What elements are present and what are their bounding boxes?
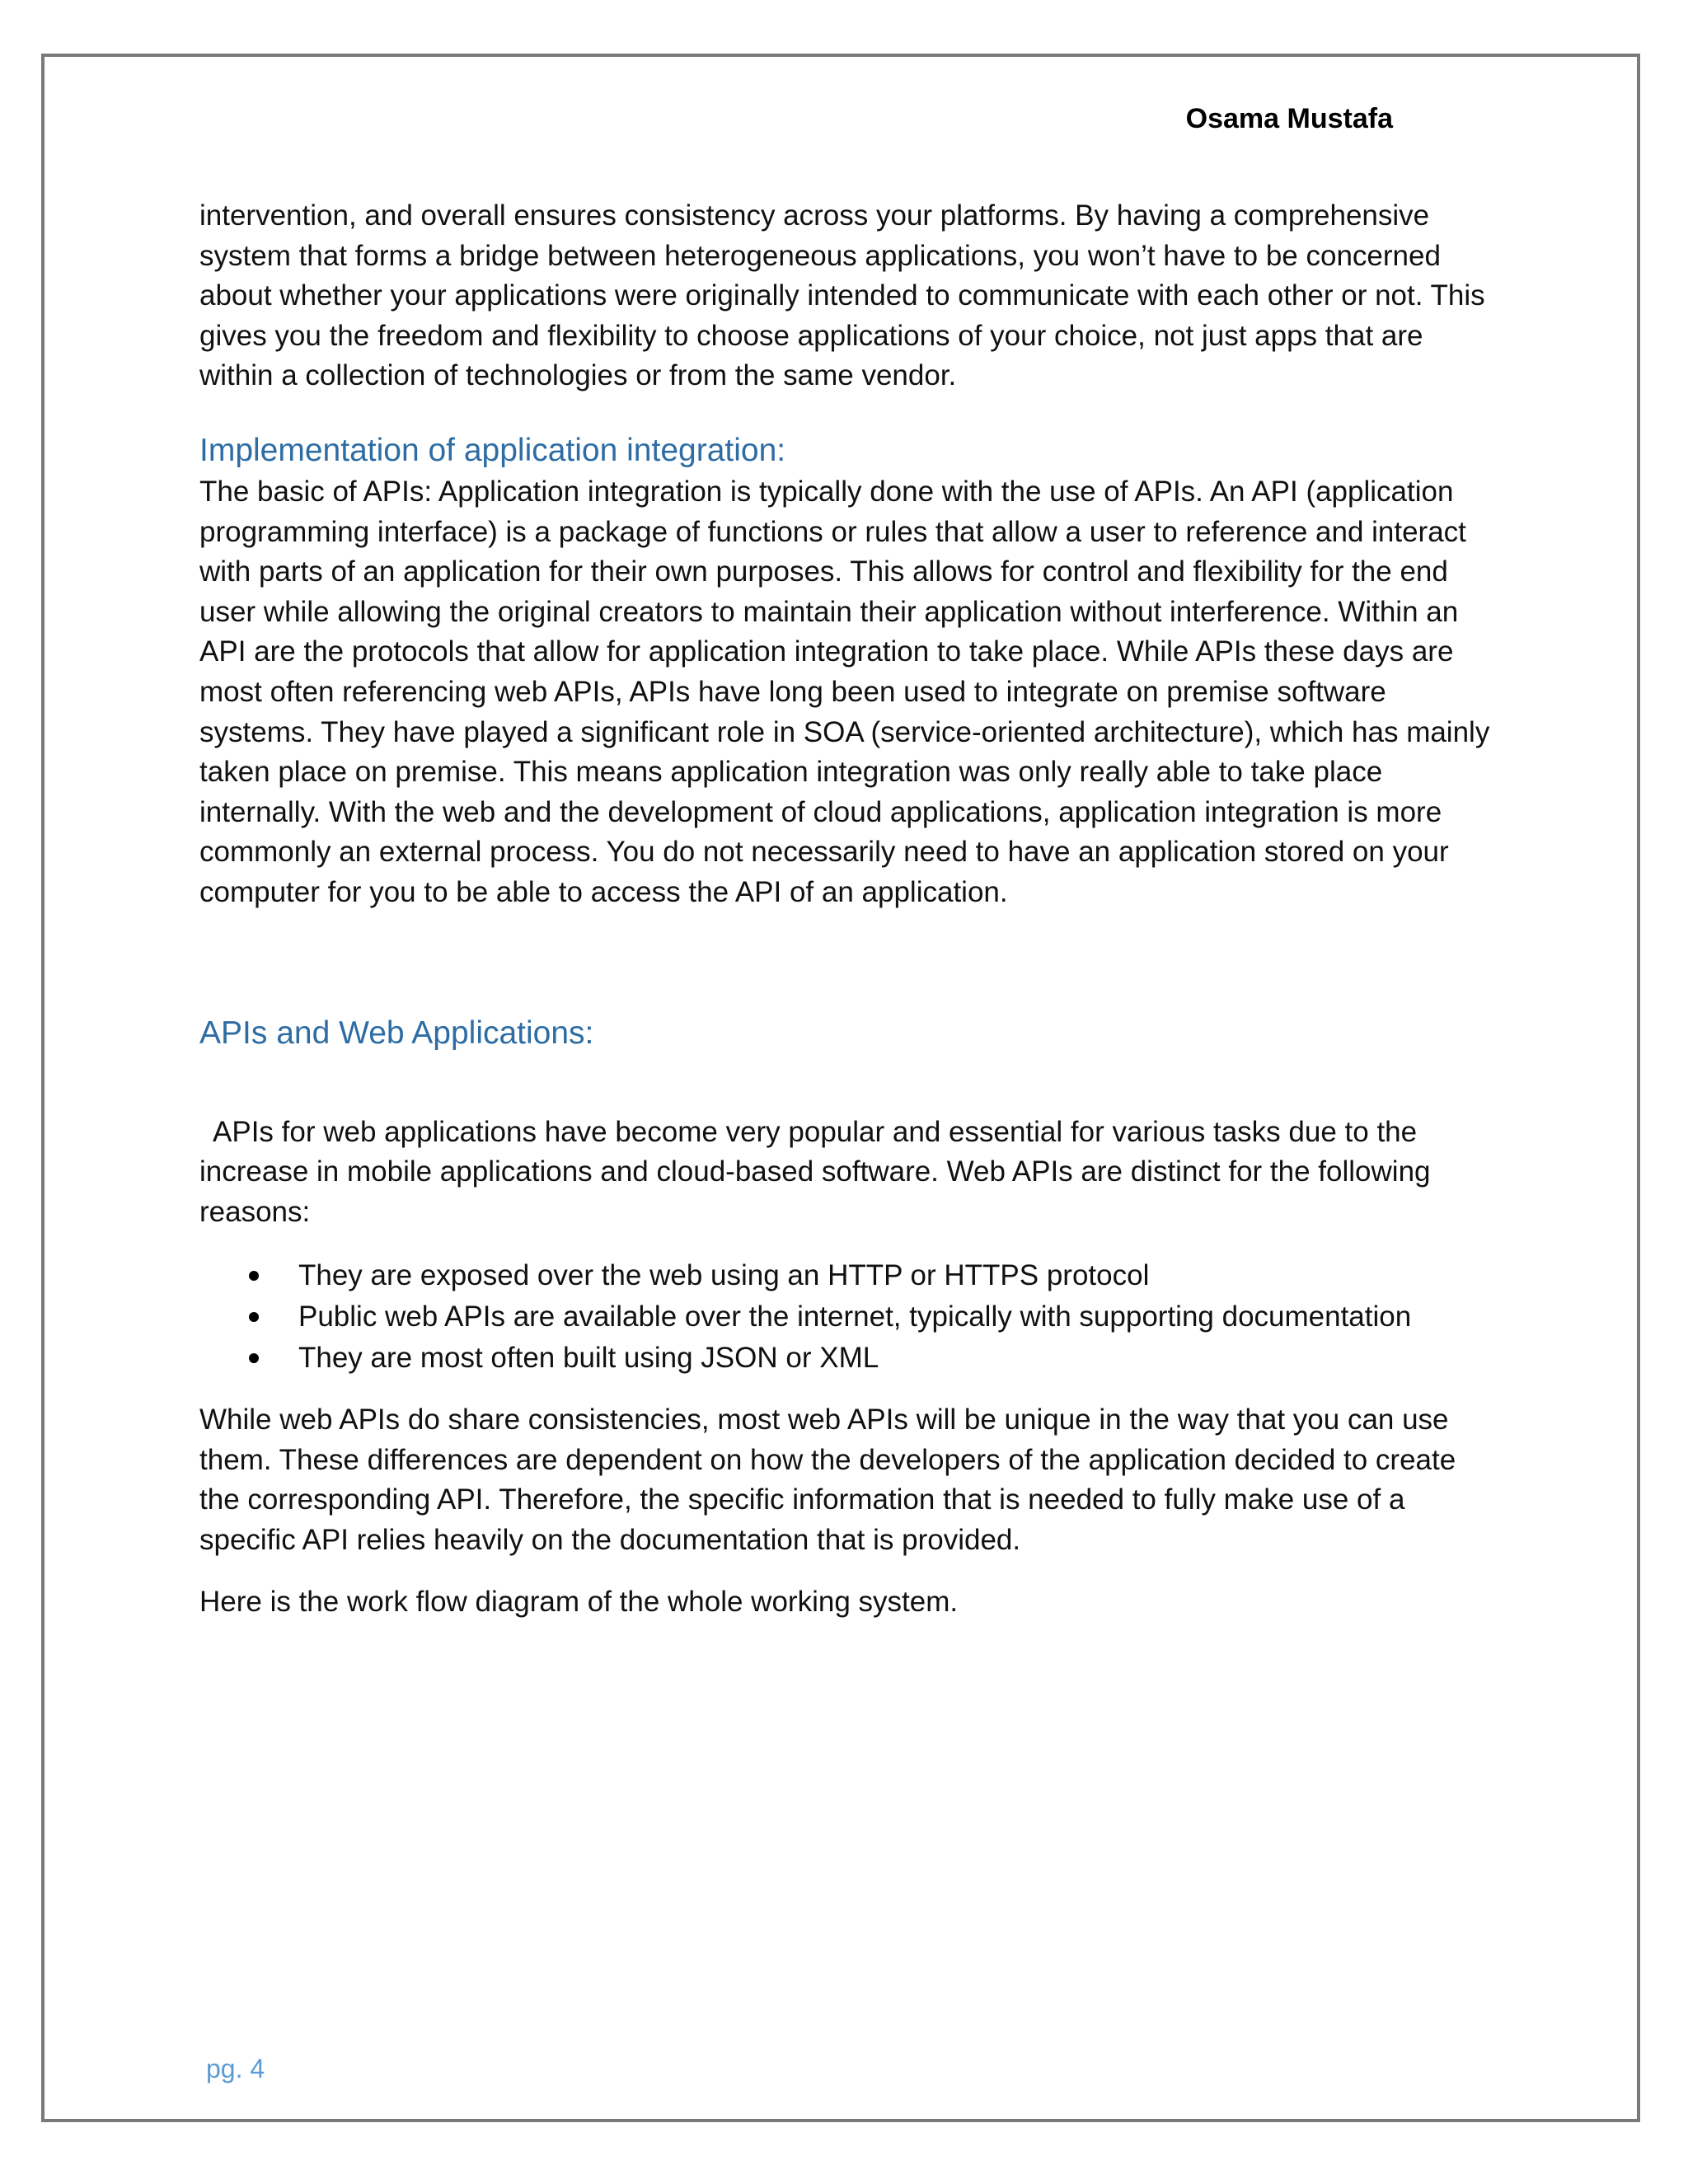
implementation-paragraph: The basic of APIs: Application integration is typically done with the use of APIs. An API (application programming interface) is a package of functions or rules that allow a user to reference and interact with parts of an application for their own purposes. This allows for control and flexibility for the end user while allowing the original creators to maintain their application without interference. Within an API are the protocols that allow for application integration to take place. While APIs these days are most often referencing web APIs, APIs have long been used to integrate on premise software systems. They have played a significant role in SOA (service-oriented architecture), which has mainly taken place on premise. This means application integration was only really able to take place internally. With the web and the development of cloud applications, application integration is more commonly an external process. You do not necessarily need to have an application stored on your computer for you to be able to access the API of an application. [199,475,1490,908]
list-item [249,1296,1502,1338]
list-item-text: Public web APIs are available over the internet, typically with supporting documentation [298,1301,1412,1333]
list-item-text: They are most often built using JSON or XML [298,1342,879,1375]
list-item [249,1338,1502,1379]
bullet-icon [249,1353,259,1363]
web-apis-paragraph: APIs for web applications have become very popular and essential for various tasks due to the increase in mobile applications and cloud-based software. Web APIs are distinct for the following reasons: [199,1115,1431,1228]
list-item [249,1255,1502,1296]
bullet-icon [249,1312,259,1322]
workflow-paragraph: Here is the work flow diagram of the whole working system. [199,1585,959,1618]
section-heading-web-apis: APIs and Web Applications: [199,1015,594,1051]
author-name: Osama Mustafa [1185,103,1393,134]
page-number: pg. 4 [206,2054,265,2083]
bullet-list [199,1255,1502,1379]
bullet-icon [249,1271,259,1281]
list-item-text: They are exposed over the web using an HTTP or HTTPS protocol [298,1259,1150,1292]
document-body [199,196,1502,1622]
consistency-paragraph: While web APIs do share consistencies, most web APIs will be unique in the way that you can use them. These differences are dependent on how the developers of the application decided to create the corresponding API. Therefore, the specific information that is needed to fully make use of a specific API relies heavily on the documentation that is provided. [199,1404,1456,1557]
section-heading-implementation: Implementation of application integration: [199,432,786,468]
intro-paragraph: intervention, and overall ensures consistency across your platforms. By having a comprehensive system that forms a bridge between heterogeneous applications, you won’t have to be concerned about whether your applications were originally intended to communicate with each other or not. This gives you the freedom and flexibility to choose applications of your choice, not just apps that are within a collection of technologies or from the same vendor. [199,199,1485,392]
